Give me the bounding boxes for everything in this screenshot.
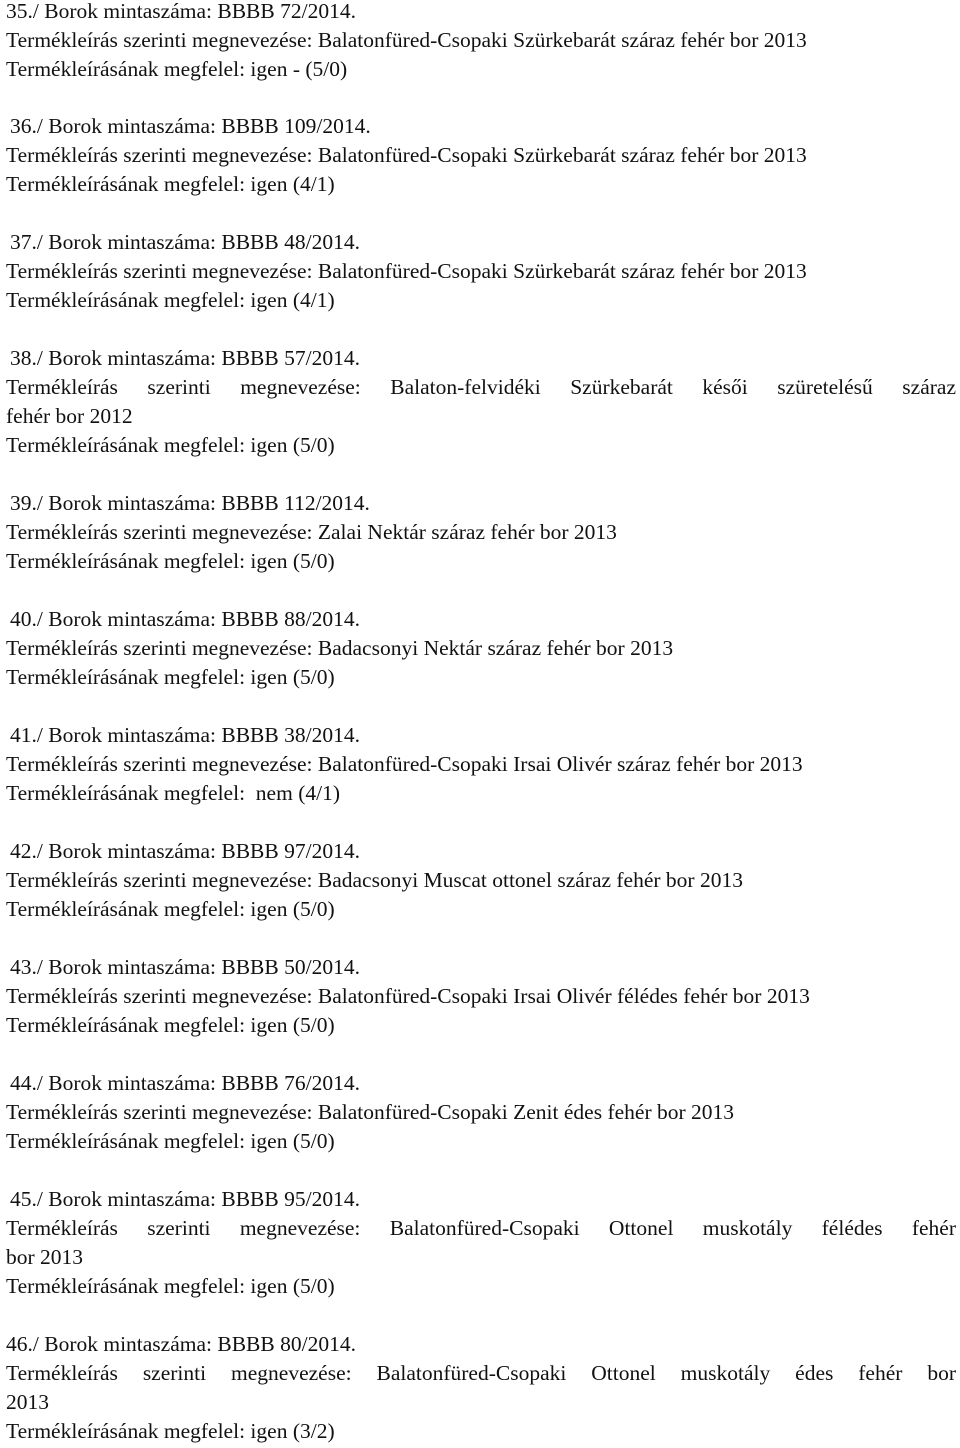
entry-description: Termékleírás szerinti megnevezése: Balatonfüred-Csopaki Irsai Olivér félédes fehér bor 2013 [6, 984, 810, 1008]
entry-description: Termékleírás szerinti megnevezése: Balatonfüred-Csopaki Szürkebarát száraz fehér bor 2013 [6, 259, 807, 283]
wine-entry-39 [0, 489, 958, 576]
entry-description: Termékleírás szerinti megnevezése: Balaton-felvidéki Szürkebarát késői szüretelésű száraz [6, 375, 956, 399]
entry-header: 40./ Borok mintaszáma: BBBB 88/2014. [10, 607, 360, 631]
entry-result: Termékleírásának megfelel: igen (4/1) [6, 288, 335, 312]
entry-header: 44./ Borok mintaszáma: BBBB 76/2014. [10, 1071, 360, 1095]
entry-header: 39./ Borok mintaszáma: BBBB 112/2014. [10, 491, 370, 515]
entry-description: Termékleírás szerinti megnevezése: Balatonfüred-Csopaki Ottonel muskotály édes fehér bor [6, 1361, 956, 1385]
wine-entry-36 [0, 112, 958, 199]
wine-entry-44 [0, 1069, 958, 1156]
entry-header: 45./ Borok mintaszáma: BBBB 95/2014. [10, 1187, 360, 1211]
entry-description: Termékleírás szerinti megnevezése: Balatonfüred-Csopaki Ottonel muskotály félédes fehér [6, 1216, 956, 1240]
entry-result: Termékleírásának megfelel: igen (5/0) [6, 1274, 335, 1298]
entry-result: Termékleírásának megfelel: igen (5/0) [6, 897, 335, 921]
wine-entry-37 [0, 228, 958, 315]
entry-result: Termékleírásának megfelel: igen (5/0) [6, 433, 335, 457]
entry-description-cont: bor 2013 [6, 1245, 84, 1269]
wine-entry-46 [0, 1330, 958, 1446]
entry-header: 38./ Borok mintaszáma: BBBB 57/2014. [10, 346, 360, 370]
entry-result: Termékleírásának megfelel: igen (3/2) [6, 1419, 335, 1443]
wine-entry-38 [0, 344, 958, 460]
wine-entry-41 [0, 721, 958, 808]
entry-header: 35./ Borok mintaszáma: BBBB 72/2014. [6, 0, 356, 23]
entry-result: Termékleírásának megfelel: igen (5/0) [6, 1129, 335, 1153]
entry-description: Termékleírás szerinti megnevezése: Balatonfüred-Csopaki Irsai Olivér száraz fehér bor 2013 [6, 752, 803, 776]
entry-header: 46./ Borok mintaszáma: BBBB 80/2014. [6, 1332, 356, 1356]
entry-description: Termékleírás szerinti megnevezése: Zalai Nektár száraz fehér bor 2013 [6, 520, 617, 544]
entry-header: 43./ Borok mintaszáma: BBBB 50/2014. [10, 955, 360, 979]
entry-result: Termékleírásának megfelel: igen (5/0) [6, 665, 335, 689]
entry-result: Termékleírásának megfelel: igen - (5/0) [6, 57, 348, 81]
entry-description: Termékleírás szerinti megnevezése: Balatonfüred-Csopaki Zenit édes fehér bor 2013 [6, 1100, 735, 1124]
wine-entry-45 [0, 1185, 958, 1301]
entry-description: Termékleírás szerinti megnevezése: Balatonfüred-Csopaki Szürkebarát száraz fehér bor 2013 [6, 28, 807, 52]
entry-header: 42./ Borok mintaszáma: BBBB 97/2014. [10, 839, 360, 863]
entry-header: 36./ Borok mintaszáma: BBBB 109/2014. [10, 114, 371, 138]
entry-description: Termékleírás szerinti megnevezése: Badacsonyi Nektár száraz fehér bor 2013 [6, 636, 674, 660]
entry-result: Termékleírásának megfelel: igen (5/0) [6, 549, 335, 573]
entry-header: 41./ Borok mintaszáma: BBBB 38/2014. [10, 723, 360, 747]
entry-description-cont: fehér bor 2012 [6, 404, 133, 428]
wine-entry-42 [0, 837, 958, 924]
entry-description-cont: 2013 [6, 1390, 49, 1414]
entry-result: Termékleírásának megfelel: igen (5/0) [6, 1013, 335, 1037]
entry-header: 37./ Borok mintaszáma: BBBB 48/2014. [10, 230, 360, 254]
wine-entry-43 [0, 953, 958, 1040]
entry-result: Termékleírásának megfelel: nem (4/1) [6, 781, 340, 805]
wine-entry-35 [0, 0, 958, 84]
entry-description: Termékleírás szerinti megnevezése: Balatonfüred-Csopaki Szürkebarát száraz fehér bor 2013 [6, 143, 807, 167]
entry-result: Termékleírásának megfelel: igen (4/1) [6, 172, 335, 196]
entry-description: Termékleírás szerinti megnevezése: Badacsonyi Muscat ottonel száraz fehér bor 2013 [6, 868, 743, 892]
wine-entry-40 [0, 605, 958, 692]
